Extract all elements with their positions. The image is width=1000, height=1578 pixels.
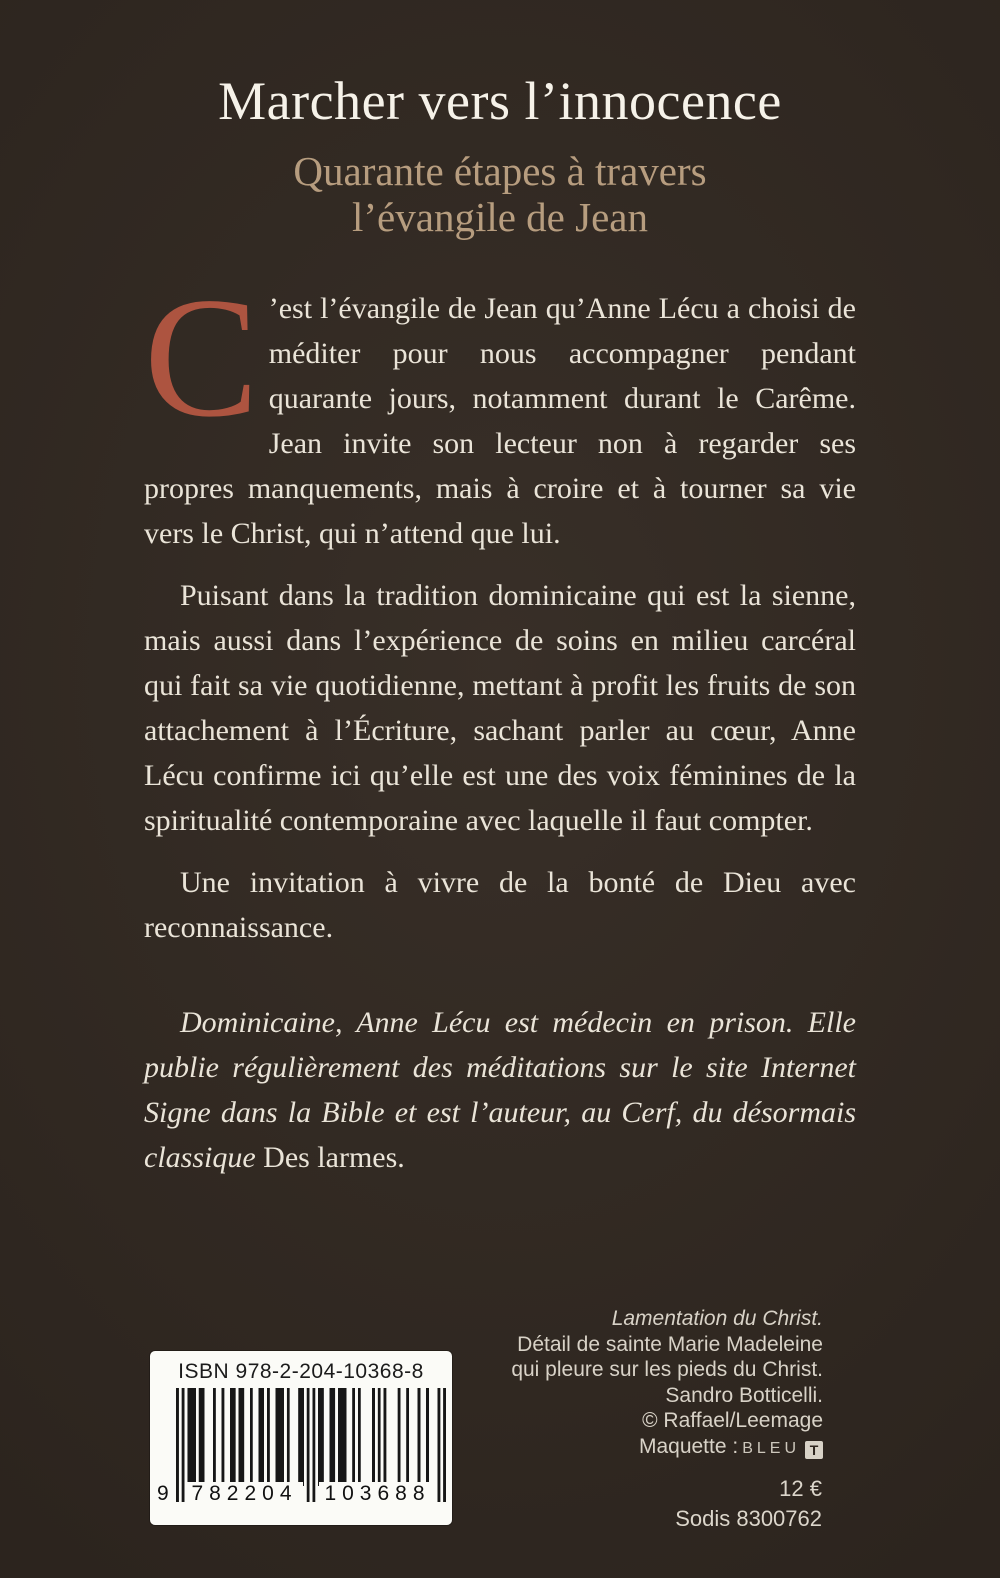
isbn-number: ISBN 978-2-204-10368-8	[178, 1360, 424, 1383]
ean-group-2: 103688	[319, 1482, 436, 1506]
paragraph-3: Une invitation à vivre de la bonté de Dieu avec reconnaissance.	[144, 866, 856, 944]
book-title: Marcher vers l’innocence	[218, 71, 782, 131]
artwork-detail-line-2: qui pleure sur les pieds du Christ.	[511, 1358, 823, 1381]
paragraph-1	[144, 263, 856, 556]
author-bio-book-title: Des larmes.	[263, 1141, 405, 1174]
book-subtitle	[0, 148, 1000, 240]
sodis-reference: Sodis 8300762	[675, 1506, 822, 1531]
title-block	[0, 0, 1000, 240]
subtitle-line-1: Quarante étapes à travers	[293, 148, 707, 194]
maquette-brand: BLEU	[742, 1439, 800, 1457]
back-cover-text	[144, 263, 856, 1180]
photo-credits	[511, 1306, 823, 1461]
maquette-label: Maquette :	[638, 1434, 739, 1458]
subtitle-line-2: l’évangile de Jean	[352, 194, 648, 240]
ean13-barcode	[157, 1388, 446, 1506]
isbn-barcode-label	[150, 1351, 452, 1525]
artwork-title: Lamentation du Christ.	[611, 1307, 823, 1330]
paragraph-2: Puisant dans la tradition dominicaine qui est la sienne, mais aussi dans l’expérience de soins en milieu carcéral qui fait sa vie quotidienne, mettant à profit les fruits de son attachement à l’Écriture, sachant parler au cœur, Anne Lécu confirme ici qu’elle est une des voix féminines de la spiritualité contemporaine avec laquelle il faut compter.	[144, 579, 856, 837]
pricing-block	[675, 1474, 822, 1534]
artwork-detail-line-1: Détail de sainte Marie Madeleine	[517, 1332, 823, 1356]
photo-copyright: © Raffael/Leemage	[642, 1409, 823, 1432]
dropcap-letter: C	[144, 263, 259, 453]
maquette-line	[511, 1434, 823, 1462]
price: 12 €	[779, 1476, 822, 1501]
author-bio	[144, 1000, 856, 1180]
ean-group-1: 782204	[186, 1482, 303, 1506]
paragraph-1-text: ’est l’évangile de Jean qu’Anne Lécu a choisi de méditer pour nous accompagner pendant quarante jours, notamment durant le Carême. Jean invite son lecteur non à regarder ses propres manquements, mais à croire et à tourner sa vie vers le Christ, qui n’attend que lui.	[144, 292, 856, 550]
author-bio-italic: Dominicaine, Anne Lécu est médecin en prison. Elle publie régulièrement des méditations sur le site Internet Signe dans la Bible et est l’auteur, au Cerf, du désormais classique	[144, 1006, 856, 1174]
bleu-t-logo-icon: T	[805, 1441, 823, 1459]
artwork-artist: Sandro Botticelli.	[665, 1383, 823, 1407]
ean-digit-first: 9	[157, 1482, 169, 1505]
